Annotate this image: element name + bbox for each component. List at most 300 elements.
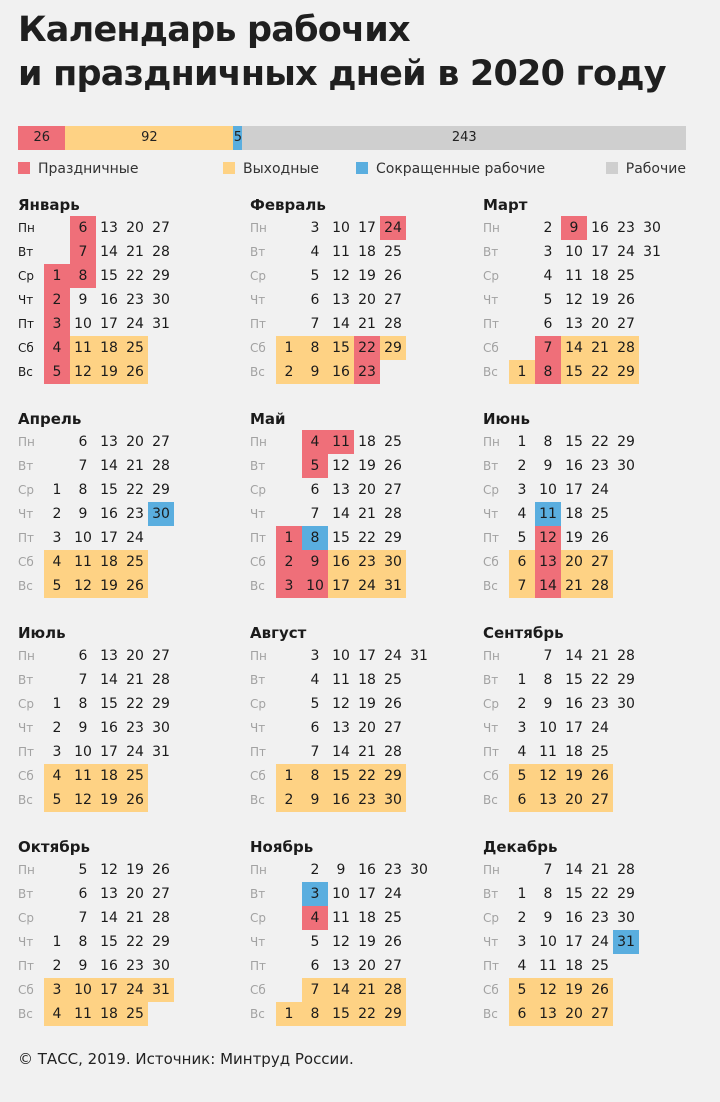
day-cell: 28 bbox=[152, 910, 170, 926]
weekday-label: Ср bbox=[18, 911, 34, 925]
day-cell: 12 bbox=[332, 696, 350, 712]
day-cell: 5 bbox=[44, 788, 70, 812]
day-cell: 15 bbox=[565, 434, 583, 450]
day-cell: 21 bbox=[126, 672, 144, 688]
day-cell: 2 bbox=[517, 696, 527, 712]
day-cell: 13 bbox=[100, 220, 118, 236]
day-cell: 8 bbox=[302, 1002, 328, 1026]
day-cell: 25 bbox=[591, 958, 609, 974]
weekday-label: Пн bbox=[483, 221, 500, 235]
day-cell: 2 bbox=[276, 788, 302, 812]
weekday-label: Пт bbox=[18, 531, 35, 545]
day-cell: 12 bbox=[70, 360, 96, 384]
day-cell: 24 bbox=[384, 886, 402, 902]
legend-swatch bbox=[356, 162, 368, 174]
day-cell: 23 bbox=[126, 958, 144, 974]
day-cell: 21 bbox=[358, 744, 376, 760]
day-cell: 25 bbox=[384, 434, 402, 450]
day-cell: 13 bbox=[100, 434, 118, 450]
weekday-label: Сб bbox=[483, 341, 499, 355]
day-cell: 2 bbox=[543, 220, 553, 236]
month-name: Октябрь bbox=[18, 838, 90, 856]
day-cell: 28 bbox=[152, 244, 170, 260]
day-cell: 25 bbox=[122, 1002, 148, 1026]
day-cell: 6 bbox=[78, 648, 88, 664]
day-cell: 9 bbox=[302, 550, 328, 574]
day-cell: 16 bbox=[591, 220, 609, 236]
day-cell: 14 bbox=[535, 574, 561, 598]
day-cell: 30 bbox=[643, 220, 661, 236]
day-cell: 6 bbox=[310, 292, 320, 308]
day-cell: 27 bbox=[152, 220, 170, 236]
day-cell: 31 bbox=[410, 648, 428, 664]
day-cell: 3 bbox=[276, 574, 302, 598]
day-cell: 23 bbox=[126, 292, 144, 308]
day-cell: 13 bbox=[332, 482, 350, 498]
day-cell: 19 bbox=[358, 934, 376, 950]
day-cell: 23 bbox=[617, 220, 635, 236]
day-cell: 31 bbox=[152, 316, 170, 332]
day-cell: 3 bbox=[52, 530, 62, 546]
day-cell: 13 bbox=[332, 292, 350, 308]
weekday-label: Ср bbox=[18, 697, 34, 711]
day-cell: 18 bbox=[96, 550, 122, 574]
day-cell: 11 bbox=[539, 958, 557, 974]
day-cell: 5 bbox=[543, 292, 553, 308]
weekday-label: Ср bbox=[18, 269, 34, 283]
weekday-label: Сб bbox=[483, 983, 499, 997]
day-cell: 27 bbox=[384, 292, 402, 308]
day-cell: 17 bbox=[565, 482, 583, 498]
weekday-label: Вс bbox=[18, 1007, 33, 1021]
day-cell: 17 bbox=[100, 530, 118, 546]
day-cell: 14 bbox=[565, 862, 583, 878]
day-cell: 10 bbox=[74, 316, 92, 332]
weekday-label: Пн bbox=[250, 435, 267, 449]
day-cell: 16 bbox=[358, 862, 376, 878]
day-cell: 7 bbox=[543, 648, 553, 664]
day-cell: 8 bbox=[302, 526, 328, 550]
weekday-label: Вс bbox=[483, 365, 498, 379]
day-cell: 4 bbox=[543, 268, 553, 284]
day-cell: 14 bbox=[100, 910, 118, 926]
day-cell: 22 bbox=[126, 696, 144, 712]
day-cell: 30 bbox=[380, 550, 406, 574]
weekday-label: Пт bbox=[483, 317, 500, 331]
day-cell: 24 bbox=[591, 482, 609, 498]
day-cell: 22 bbox=[591, 434, 609, 450]
day-cell: 24 bbox=[380, 216, 406, 240]
day-cell: 17 bbox=[100, 744, 118, 760]
weekday-label: Вс bbox=[250, 1007, 265, 1021]
day-cell: 25 bbox=[384, 244, 402, 260]
day-cell: 6 bbox=[310, 958, 320, 974]
weekday-label: Пт bbox=[18, 959, 35, 973]
day-cell: 11 bbox=[332, 244, 350, 260]
day-cell: 26 bbox=[384, 268, 402, 284]
day-cell: 19 bbox=[358, 458, 376, 474]
legend bbox=[18, 158, 686, 180]
weekday-label: Вт bbox=[483, 887, 499, 901]
day-cell: 1 bbox=[276, 764, 302, 788]
day-cell: 12 bbox=[70, 574, 96, 598]
day-cell: 22 bbox=[126, 482, 144, 498]
day-cell: 28 bbox=[587, 574, 613, 598]
day-cell: 5 bbox=[310, 268, 320, 284]
day-cell: 17 bbox=[358, 220, 376, 236]
day-cell: 28 bbox=[617, 862, 635, 878]
day-cell: 29 bbox=[617, 434, 635, 450]
day-cell: 22 bbox=[354, 1002, 380, 1026]
weekday-label: Вт bbox=[250, 459, 266, 473]
day-cell: 8 bbox=[78, 696, 88, 712]
weekday-label: Ср bbox=[250, 269, 266, 283]
day-cell: 31 bbox=[643, 244, 661, 260]
day-cell: 12 bbox=[100, 862, 118, 878]
day-cell: 12 bbox=[332, 268, 350, 284]
day-cell: 3 bbox=[302, 882, 328, 906]
day-cell: 3 bbox=[517, 482, 527, 498]
day-cell: 26 bbox=[587, 978, 613, 1002]
day-cell: 4 bbox=[517, 506, 527, 522]
weekday-label: Вт bbox=[250, 887, 266, 901]
day-cell: 18 bbox=[358, 244, 376, 260]
day-cell: 25 bbox=[384, 672, 402, 688]
day-cell: 26 bbox=[384, 934, 402, 950]
day-cell: 16 bbox=[100, 958, 118, 974]
day-cell: 11 bbox=[332, 672, 350, 688]
day-cell: 27 bbox=[152, 648, 170, 664]
source-footer: © ТАСС, 2019. Источник: Минтруд России. bbox=[18, 1050, 354, 1068]
day-cell: 22 bbox=[587, 360, 613, 384]
day-cell: 2 bbox=[310, 862, 320, 878]
month-name: Март bbox=[483, 196, 528, 214]
day-cell: 4 bbox=[310, 672, 320, 688]
day-cell: 28 bbox=[384, 506, 402, 522]
day-cell: 26 bbox=[122, 574, 148, 598]
legend-item bbox=[18, 158, 138, 180]
weekday-label: Чт bbox=[483, 507, 499, 521]
day-cell: 27 bbox=[587, 1002, 613, 1026]
day-cell: 30 bbox=[617, 910, 635, 926]
day-cell: 11 bbox=[332, 910, 350, 926]
day-cell: 7 bbox=[310, 506, 320, 522]
day-cell: 15 bbox=[565, 886, 583, 902]
month-name: Январь bbox=[18, 196, 80, 214]
day-cell: 12 bbox=[332, 458, 350, 474]
day-cell: 19 bbox=[561, 978, 587, 1002]
day-cell: 20 bbox=[126, 648, 144, 664]
day-cell: 4 bbox=[302, 906, 328, 930]
day-cell: 10 bbox=[74, 744, 92, 760]
weekday-label: Вт bbox=[483, 673, 499, 687]
day-cell: 13 bbox=[100, 648, 118, 664]
day-cell: 17 bbox=[358, 886, 376, 902]
legend-label: Выходные bbox=[243, 161, 320, 177]
day-cell: 13 bbox=[332, 720, 350, 736]
day-cell: 7 bbox=[535, 336, 561, 360]
day-cell: 9 bbox=[302, 360, 328, 384]
day-cell: 7 bbox=[543, 862, 553, 878]
day-cell: 21 bbox=[561, 574, 587, 598]
day-cell: 24 bbox=[591, 720, 609, 736]
day-cell: 20 bbox=[358, 720, 376, 736]
day-cell: 21 bbox=[126, 458, 144, 474]
day-cell: 3 bbox=[52, 744, 62, 760]
day-cell: 19 bbox=[358, 696, 376, 712]
weekday-label: Пн bbox=[483, 863, 500, 877]
day-cell: 19 bbox=[561, 764, 587, 788]
month-name: Ноябрь bbox=[250, 838, 314, 856]
day-cell: 6 bbox=[78, 434, 88, 450]
day-cell: 4 bbox=[302, 430, 328, 454]
day-cell: 27 bbox=[152, 434, 170, 450]
weekday-label: Пт bbox=[250, 745, 267, 759]
day-cell: 6 bbox=[310, 482, 320, 498]
day-cell: 9 bbox=[302, 788, 328, 812]
day-cell: 1 bbox=[276, 336, 302, 360]
day-cell: 20 bbox=[561, 1002, 587, 1026]
day-cell: 8 bbox=[78, 934, 88, 950]
day-cell: 21 bbox=[126, 244, 144, 260]
day-cell: 4 bbox=[44, 764, 70, 788]
day-cell: 15 bbox=[100, 268, 118, 284]
day-cell: 6 bbox=[509, 1002, 535, 1026]
day-cell: 1 bbox=[517, 672, 527, 688]
weekday-label: Пт bbox=[250, 959, 267, 973]
day-cell: 26 bbox=[122, 788, 148, 812]
day-cell: 21 bbox=[591, 862, 609, 878]
day-cell: 4 bbox=[517, 744, 527, 760]
day-cell: 22 bbox=[591, 886, 609, 902]
summary-segment: 92 bbox=[65, 126, 233, 150]
weekday-label: Сб bbox=[18, 983, 34, 997]
day-cell: 18 bbox=[358, 910, 376, 926]
weekday-label: Ср bbox=[18, 483, 34, 497]
day-cell: 18 bbox=[96, 336, 122, 360]
day-cell: 12 bbox=[565, 292, 583, 308]
day-cell: 16 bbox=[565, 696, 583, 712]
day-cell: 11 bbox=[328, 430, 354, 454]
day-cell: 7 bbox=[509, 574, 535, 598]
day-cell: 19 bbox=[565, 530, 583, 546]
day-cell: 7 bbox=[78, 672, 88, 688]
day-cell: 30 bbox=[152, 720, 170, 736]
weekday-label: Вс bbox=[250, 579, 265, 593]
day-cell: 11 bbox=[565, 268, 583, 284]
weekday-label: Пт bbox=[250, 531, 267, 545]
day-cell: 30 bbox=[152, 958, 170, 974]
day-cell: 15 bbox=[328, 336, 354, 360]
day-cell: 4 bbox=[44, 1002, 70, 1026]
day-cell: 2 bbox=[276, 360, 302, 384]
day-cell: 12 bbox=[535, 978, 561, 1002]
day-cell: 5 bbox=[310, 934, 320, 950]
day-cell: 1 bbox=[517, 434, 527, 450]
day-cell: 26 bbox=[152, 862, 170, 878]
day-cell: 23 bbox=[384, 862, 402, 878]
day-cell: 4 bbox=[517, 958, 527, 974]
day-cell: 6 bbox=[70, 216, 96, 240]
day-cell: 9 bbox=[543, 458, 553, 474]
day-cell: 29 bbox=[613, 360, 639, 384]
legend-item bbox=[356, 158, 545, 180]
day-cell: 25 bbox=[617, 268, 635, 284]
summary-segment: 26 bbox=[18, 126, 65, 150]
month-name: Июль bbox=[18, 624, 66, 642]
weekday-label: Вс bbox=[18, 579, 33, 593]
day-cell: 14 bbox=[332, 744, 350, 760]
day-cell: 23 bbox=[354, 360, 380, 384]
day-cell: 26 bbox=[591, 530, 609, 546]
day-cell: 5 bbox=[517, 530, 527, 546]
day-cell: 17 bbox=[565, 720, 583, 736]
day-cell: 16 bbox=[328, 550, 354, 574]
day-cell: 11 bbox=[539, 744, 557, 760]
day-cell: 14 bbox=[332, 506, 350, 522]
day-cell: 13 bbox=[535, 550, 561, 574]
day-cell: 6 bbox=[310, 720, 320, 736]
weekday-label: Ср bbox=[483, 697, 499, 711]
day-cell: 8 bbox=[70, 264, 96, 288]
day-cell: 1 bbox=[276, 526, 302, 550]
day-cell: 10 bbox=[74, 530, 92, 546]
day-cell: 18 bbox=[591, 268, 609, 284]
day-cell: 4 bbox=[44, 550, 70, 574]
weekday-label: Чт bbox=[18, 935, 34, 949]
day-cell: 8 bbox=[302, 336, 328, 360]
day-cell: 5 bbox=[509, 978, 535, 1002]
month-name: Декабрь bbox=[483, 838, 558, 856]
day-cell: 27 bbox=[587, 788, 613, 812]
legend-label: Праздничные bbox=[38, 161, 139, 177]
day-cell: 5 bbox=[44, 574, 70, 598]
day-cell: 29 bbox=[384, 530, 402, 546]
legend-swatch bbox=[223, 162, 235, 174]
day-cell: 27 bbox=[152, 886, 170, 902]
day-cell: 3 bbox=[517, 720, 527, 736]
day-cell: 9 bbox=[78, 720, 88, 736]
day-cell: 22 bbox=[354, 764, 380, 788]
weekday-label: Чт bbox=[483, 293, 499, 307]
day-cell: 9 bbox=[336, 862, 346, 878]
day-cell: 12 bbox=[332, 934, 350, 950]
summary-segment: 243 bbox=[242, 126, 686, 150]
day-cell: 23 bbox=[591, 696, 609, 712]
day-cell: 14 bbox=[100, 244, 118, 260]
day-cell: 19 bbox=[96, 574, 122, 598]
day-cell: 6 bbox=[78, 886, 88, 902]
day-cell: 24 bbox=[617, 244, 635, 260]
day-cell: 27 bbox=[384, 958, 402, 974]
day-cell: 29 bbox=[380, 336, 406, 360]
day-cell: 5 bbox=[78, 862, 88, 878]
day-cell: 19 bbox=[591, 292, 609, 308]
weekday-label: Сб bbox=[250, 555, 266, 569]
day-cell: 1 bbox=[276, 1002, 302, 1026]
day-cell: 22 bbox=[358, 530, 376, 546]
day-cell: 25 bbox=[591, 506, 609, 522]
day-cell: 11 bbox=[535, 502, 561, 526]
day-cell: 22 bbox=[591, 672, 609, 688]
day-cell: 1 bbox=[52, 934, 62, 950]
day-cell: 26 bbox=[617, 292, 635, 308]
day-cell: 20 bbox=[591, 316, 609, 332]
day-cell: 17 bbox=[96, 978, 122, 1002]
day-cell: 11 bbox=[70, 550, 96, 574]
day-cell: 30 bbox=[617, 696, 635, 712]
month-name: Апрель bbox=[18, 410, 82, 428]
weekday-label: Ср bbox=[250, 911, 266, 925]
day-cell: 26 bbox=[122, 360, 148, 384]
weekday-label: Вт bbox=[18, 887, 34, 901]
day-cell: 7 bbox=[78, 458, 88, 474]
day-cell: 28 bbox=[384, 744, 402, 760]
day-cell: 13 bbox=[332, 958, 350, 974]
weekday-label: Вс bbox=[483, 1007, 498, 1021]
day-cell: 21 bbox=[358, 316, 376, 332]
day-cell: 17 bbox=[565, 934, 583, 950]
weekday-label: Вт bbox=[483, 459, 499, 473]
day-cell: 6 bbox=[509, 788, 535, 812]
day-cell: 10 bbox=[332, 648, 350, 664]
day-cell: 29 bbox=[617, 672, 635, 688]
month-name: Август bbox=[250, 624, 307, 642]
day-cell: 19 bbox=[96, 360, 122, 384]
day-cell: 14 bbox=[100, 458, 118, 474]
weekday-label: Сб bbox=[250, 769, 266, 783]
day-cell: 16 bbox=[100, 506, 118, 522]
day-cell: 20 bbox=[358, 482, 376, 498]
day-cell: 24 bbox=[122, 978, 148, 1002]
day-cell: 6 bbox=[543, 316, 553, 332]
day-cell: 30 bbox=[380, 788, 406, 812]
day-cell: 31 bbox=[152, 744, 170, 760]
day-cell: 2 bbox=[517, 458, 527, 474]
day-cell: 21 bbox=[126, 910, 144, 926]
day-cell: 3 bbox=[517, 934, 527, 950]
day-cell: 20 bbox=[126, 886, 144, 902]
days-summary-bar bbox=[18, 126, 686, 150]
day-cell: 8 bbox=[543, 672, 553, 688]
day-cell: 25 bbox=[591, 744, 609, 760]
day-cell: 20 bbox=[561, 550, 587, 574]
day-cell: 15 bbox=[561, 360, 587, 384]
day-cell: 11 bbox=[70, 1002, 96, 1026]
day-cell: 15 bbox=[328, 1002, 354, 1026]
day-cell: 1 bbox=[509, 360, 535, 384]
day-cell: 15 bbox=[328, 764, 354, 788]
month-name: Сентябрь bbox=[483, 624, 564, 642]
weekday-label: Пт bbox=[483, 959, 500, 973]
day-cell: 10 bbox=[332, 220, 350, 236]
weekday-label: Чт bbox=[18, 721, 34, 735]
day-cell: 4 bbox=[310, 244, 320, 260]
day-cell: 22 bbox=[126, 934, 144, 950]
weekday-label: Пн bbox=[250, 221, 267, 235]
weekday-label: Чт bbox=[18, 293, 34, 307]
day-cell: 28 bbox=[380, 978, 406, 1002]
day-cell: 28 bbox=[613, 336, 639, 360]
weekday-label: Чт bbox=[250, 507, 266, 521]
day-cell: 6 bbox=[509, 550, 535, 574]
day-cell: 18 bbox=[96, 764, 122, 788]
day-cell: 19 bbox=[358, 268, 376, 284]
page-title bbox=[18, 8, 666, 96]
day-cell: 13 bbox=[535, 1002, 561, 1026]
day-cell: 8 bbox=[535, 360, 561, 384]
weekday-label: Сб bbox=[250, 341, 266, 355]
